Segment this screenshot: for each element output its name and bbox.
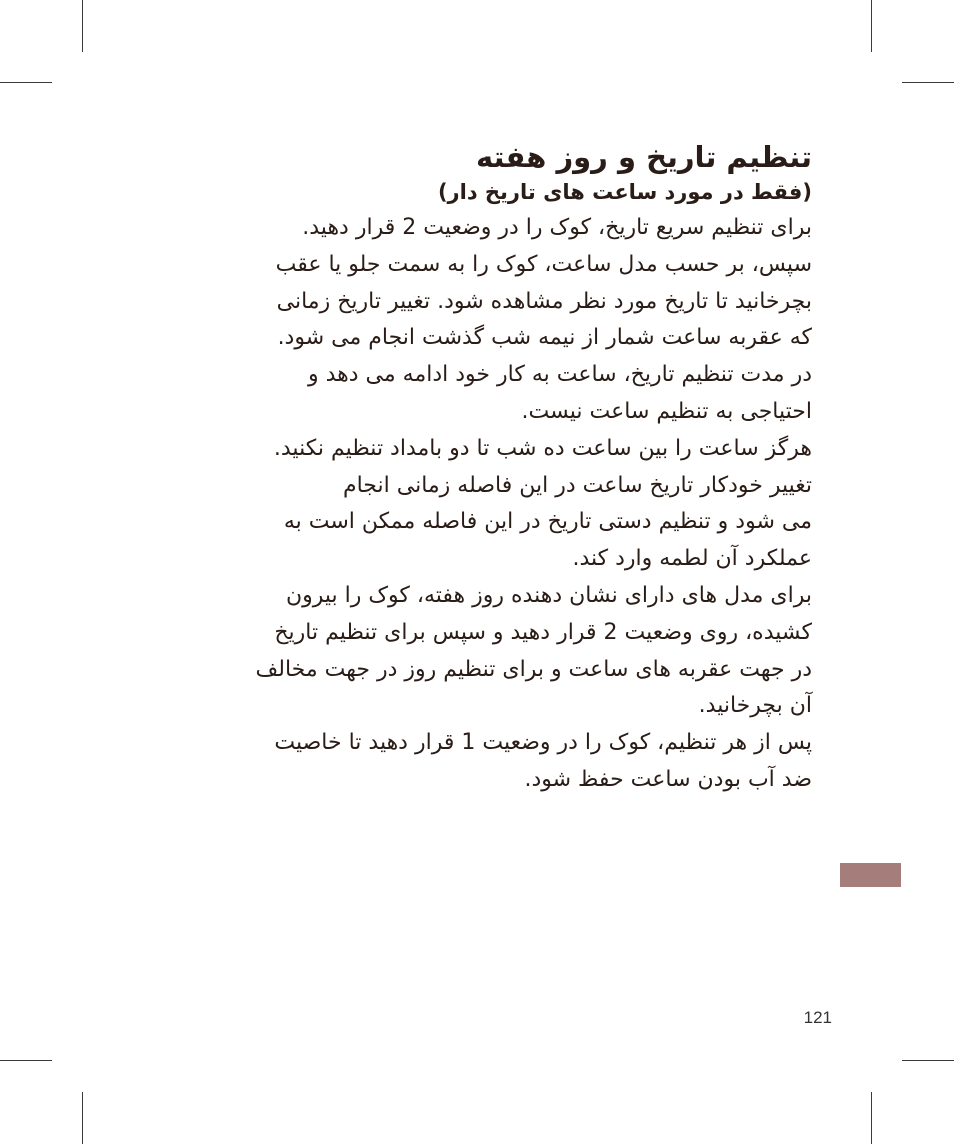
text-line: تغییر خودکار تاریخ ساعت در این فاصله زمانی انجام	[342, 472, 812, 498]
text-line: سپس، بر حسب مدل ساعت، کوک را به سمت جلو یا عقب	[275, 251, 812, 277]
crop-mark-right-top	[902, 82, 954, 83]
crop-mark-left-bottom	[0, 1060, 52, 1061]
text-line: در جهت عقربه های ساعت و برای تنظیم روز در جهت مخالف	[255, 656, 812, 682]
text-line: می شود و تنظیم دستی تاریخ در این فاصله ممکن است به	[283, 509, 812, 535]
text-line: بچرخانید تا تاریخ مورد نظر مشاهده شود. تغییر تاریخ زمانی	[276, 288, 812, 314]
crop-mark-bottom-left	[82, 1092, 83, 1144]
section-tab-marker	[840, 863, 901, 887]
text-line: ضد آب بودن ساعت حفظ شود.	[524, 766, 812, 792]
document-body	[170, 138, 812, 799]
crop-mark-top-right	[871, 0, 872, 52]
text-line: در مدت تنظیم تاریخ، ساعت به کار خود ادامه می دهد و	[308, 362, 812, 388]
text-line: احتیاجی به تنظیم ساعت نیست.	[521, 398, 812, 424]
page-number: 121	[803, 1008, 832, 1027]
crop-mark-bottom-right	[871, 1092, 872, 1144]
crop-mark-right-bottom	[902, 1060, 954, 1061]
page-title: تنظیم تاریخ و روز هفته	[475, 140, 812, 174]
text-line: که عقربه ساعت شمار از نیمه شب گذشت انجام می شود.	[277, 325, 812, 351]
text-line: کشیده، روی وضعیت 2 قرار دهید و سپس برای تنظیم تاریخ	[274, 619, 812, 645]
crop-mark-top-left	[82, 0, 83, 52]
text-line: آن بچرخانید.	[698, 693, 812, 719]
page-subtitle: (فقط در مورد ساعت های تاریخ دار)	[437, 180, 812, 204]
text-line: عملکرد آن لطمه وارد کند.	[572, 546, 812, 572]
text-line: برای مدل های دارای نشان دهنده روز هفته، کوک را بیرون	[285, 582, 812, 608]
text-line: پس از هر تنظیم، کوک را در وضعیت 1 قرار دهید تا خاصیت	[274, 730, 812, 756]
text-line: هرگز ساعت را بین ساعت ده شب تا دو بامداد تنظیم نکنید.	[273, 435, 812, 461]
crop-mark-left-top	[0, 82, 52, 83]
text-line: برای تنظیم سریع تاریخ، کوک را در وضعیت 2 قرار دهید.	[302, 215, 812, 240]
